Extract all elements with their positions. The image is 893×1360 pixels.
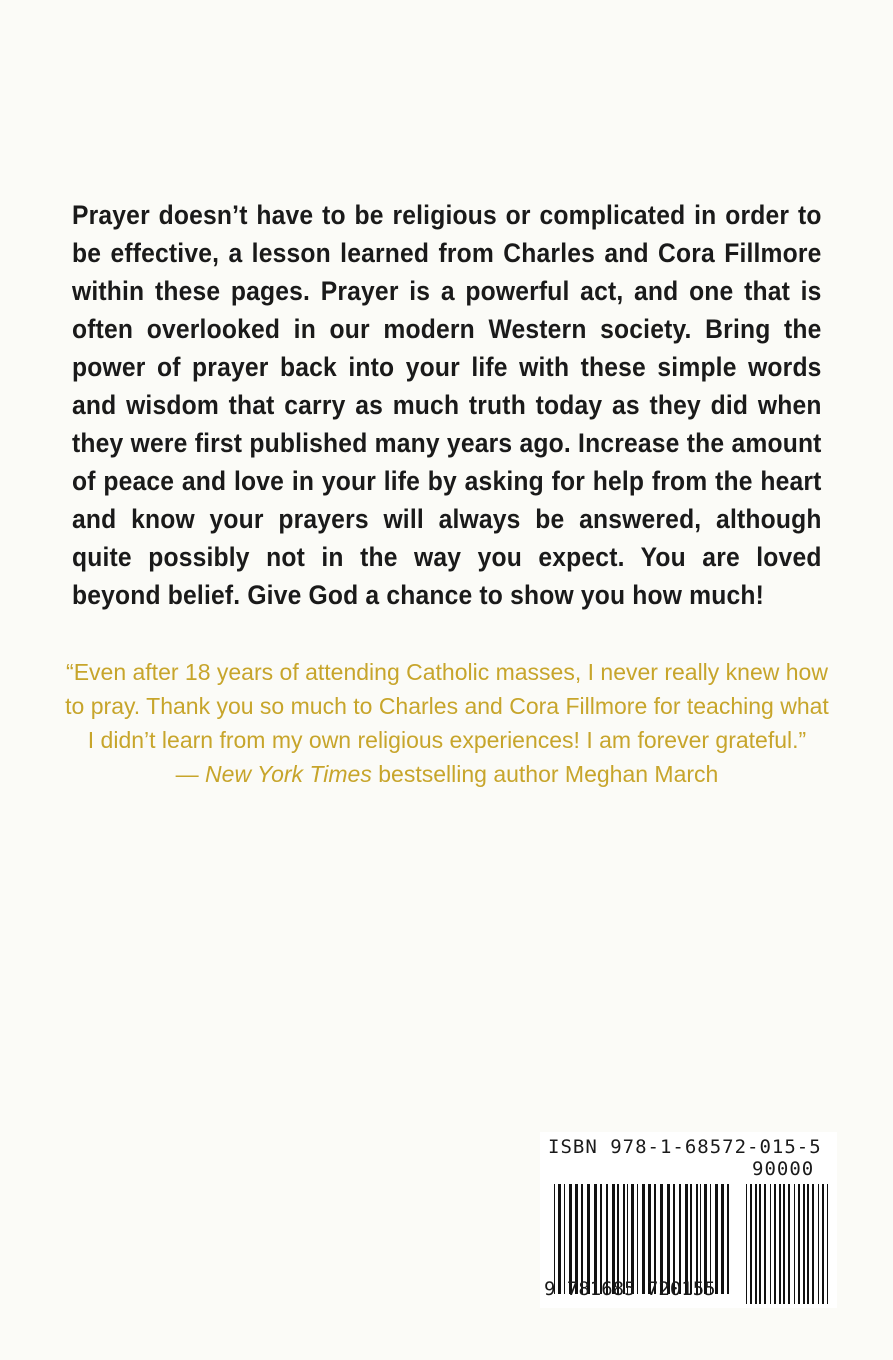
ean-digits: 9 781685 720155 — [544, 1278, 716, 1300]
barcode-bar — [818, 1184, 819, 1304]
price-code: 90000 — [752, 1158, 815, 1180]
barcode-bar — [746, 1184, 747, 1304]
barcode-bar — [822, 1184, 824, 1304]
barcode-bar — [755, 1184, 757, 1304]
attribution-dash: — — [175, 761, 206, 787]
barcode-bar — [812, 1184, 814, 1304]
barcode-bar — [783, 1184, 785, 1304]
barcode-bar — [770, 1184, 771, 1304]
barcode-bar — [764, 1184, 766, 1304]
barcode-bar — [798, 1184, 800, 1304]
barcode-bar — [779, 1184, 781, 1304]
isbn-label: ISBN 978-1-68572-015-5 — [548, 1136, 822, 1158]
barcode-bar — [807, 1184, 809, 1304]
endorsement-quote — [64, 655, 830, 791]
barcode-bar — [721, 1184, 724, 1294]
barcode-bar — [794, 1184, 795, 1304]
barcode-bar — [750, 1184, 752, 1304]
barcode-bar — [788, 1184, 790, 1304]
barcode-bar — [727, 1184, 729, 1294]
quote-attribution — [64, 757, 830, 791]
barcode-bar — [827, 1184, 828, 1304]
barcode-bar — [803, 1184, 805, 1304]
attribution-publication: New York Times — [205, 761, 372, 787]
back-cover-blurb: Prayer doesn’t have to be religious or complicated in order to be effective, a lesson learned from Charles and Cora Fillmore within these pages. Prayer is a powerful act, and one that is often overlooked in our modern Western society. Bring the power of prayer back into your life with these simple words and wisdom that carry as much truth today as they did when they were first published many years ago. Increase the amount of peace and love in your life by asking for help from the heart and know your prayers will always be answered, although quite possibly not in the way you expect. You are loved beyond belief. Give God a chance to show you how much! — [72, 200, 822, 610]
barcode-bar — [774, 1184, 776, 1304]
attribution-author: bestselling author Meghan March — [371, 761, 719, 787]
barcode-bar — [759, 1184, 761, 1304]
quote-text: “Even after 18 years of attending Catholic masses, I never really knew how to pray. Thank you so much to Charles and Cora Fillmore for teaching what I didn’t learn from my own religious experiences! I am forever grateful.” — [65, 659, 829, 753]
